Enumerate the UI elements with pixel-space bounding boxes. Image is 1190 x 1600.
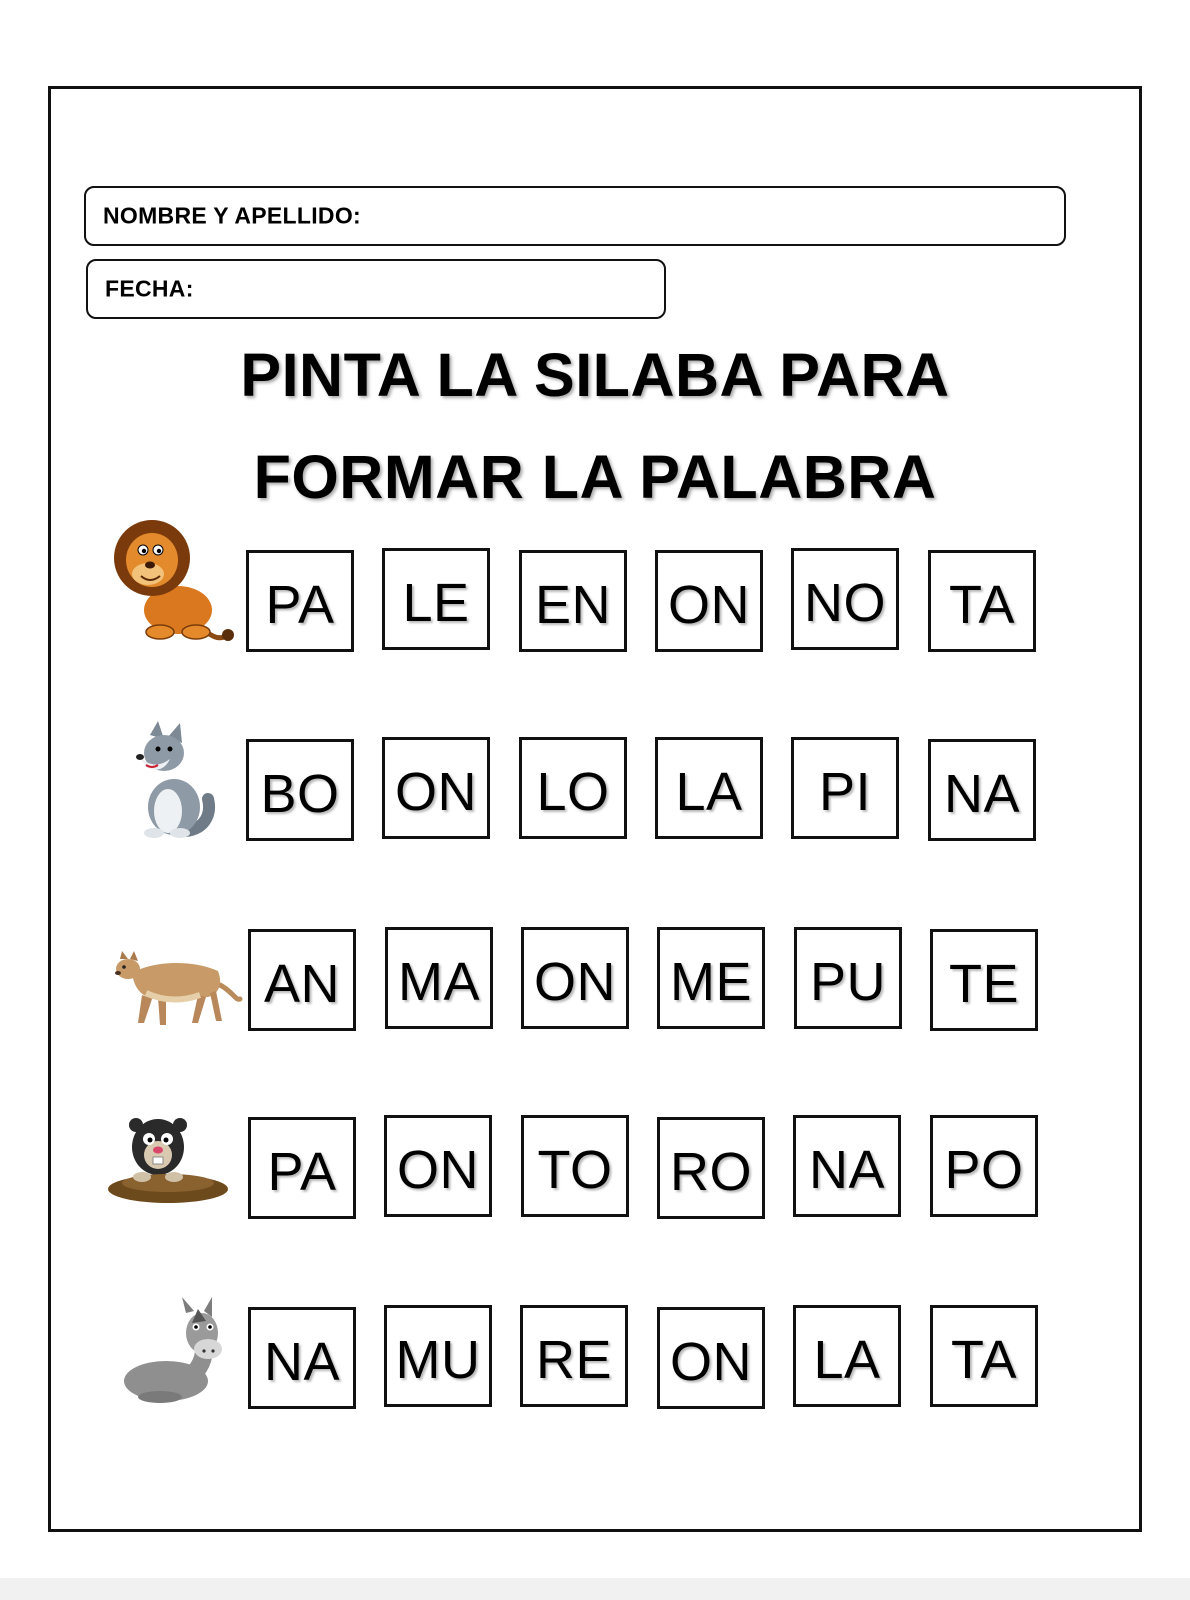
syllable-box[interactable]: ON bbox=[655, 550, 763, 652]
syllable-box[interactable]: LE bbox=[382, 548, 490, 650]
syllable-box[interactable]: AN bbox=[248, 929, 356, 1031]
syllable-box[interactable]: MU bbox=[384, 1305, 492, 1407]
mole-icon bbox=[108, 1117, 234, 1207]
syllable-box[interactable]: ON bbox=[382, 737, 490, 839]
syllable-box[interactable]: ON bbox=[657, 1307, 765, 1409]
puma-icon bbox=[112, 947, 244, 1031]
syllable-box[interactable]: NO bbox=[791, 548, 899, 650]
syllable-box[interactable]: PI bbox=[791, 737, 899, 839]
syllable-box[interactable]: TA bbox=[930, 1305, 1038, 1407]
syllable-box[interactable]: EN bbox=[519, 550, 627, 652]
donkey-icon bbox=[120, 1299, 232, 1407]
date-field[interactable] bbox=[86, 259, 666, 319]
syllable-box[interactable]: ON bbox=[384, 1115, 492, 1217]
syllable-box[interactable]: TO bbox=[521, 1115, 629, 1217]
syllable-box[interactable]: NA bbox=[793, 1115, 901, 1217]
syllable-box[interactable]: LO bbox=[519, 737, 627, 839]
worksheet-title-line-2: FORMAR LA PALABRA bbox=[253, 443, 937, 511]
page-bottom-strip bbox=[0, 1578, 1190, 1600]
lion-icon bbox=[108, 514, 238, 654]
syllable-box[interactable]: TE bbox=[930, 929, 1038, 1031]
syllable-box[interactable]: NA bbox=[928, 739, 1036, 841]
syllable-box[interactable]: PO bbox=[930, 1115, 1038, 1217]
syllable-row-mole bbox=[0, 1115, 1190, 1225]
syllable-box[interactable]: LA bbox=[655, 737, 763, 839]
worksheet-title-line-1: PINTA LA SILABA PARA bbox=[240, 341, 950, 409]
syllable-box[interactable]: BO bbox=[246, 739, 354, 841]
syllable-box[interactable]: TA bbox=[928, 550, 1036, 652]
syllable-box[interactable]: ME bbox=[657, 927, 765, 1029]
name-field-label: NOMBRE Y APELLIDO: bbox=[103, 202, 361, 229]
syllable-box[interactable]: RO bbox=[657, 1117, 765, 1219]
syllable-box[interactable]: ON bbox=[521, 927, 629, 1029]
syllable-box[interactable]: PA bbox=[248, 1117, 356, 1219]
syllable-row-wolf bbox=[0, 737, 1190, 847]
name-field[interactable] bbox=[84, 186, 1066, 246]
wolf-icon bbox=[124, 719, 220, 843]
syllable-box[interactable]: NA bbox=[248, 1307, 356, 1409]
syllable-box[interactable]: MA bbox=[385, 927, 493, 1029]
syllable-box[interactable]: PA bbox=[246, 550, 354, 652]
syllable-box[interactable]: LA bbox=[793, 1305, 901, 1407]
syllable-box[interactable]: PU bbox=[794, 927, 902, 1029]
syllable-row-puma bbox=[0, 927, 1190, 1037]
syllable-row-lion bbox=[0, 548, 1190, 658]
syllable-box[interactable]: RE bbox=[520, 1305, 628, 1407]
syllable-row-donkey bbox=[0, 1305, 1190, 1415]
date-field-label: FECHA: bbox=[105, 275, 194, 302]
